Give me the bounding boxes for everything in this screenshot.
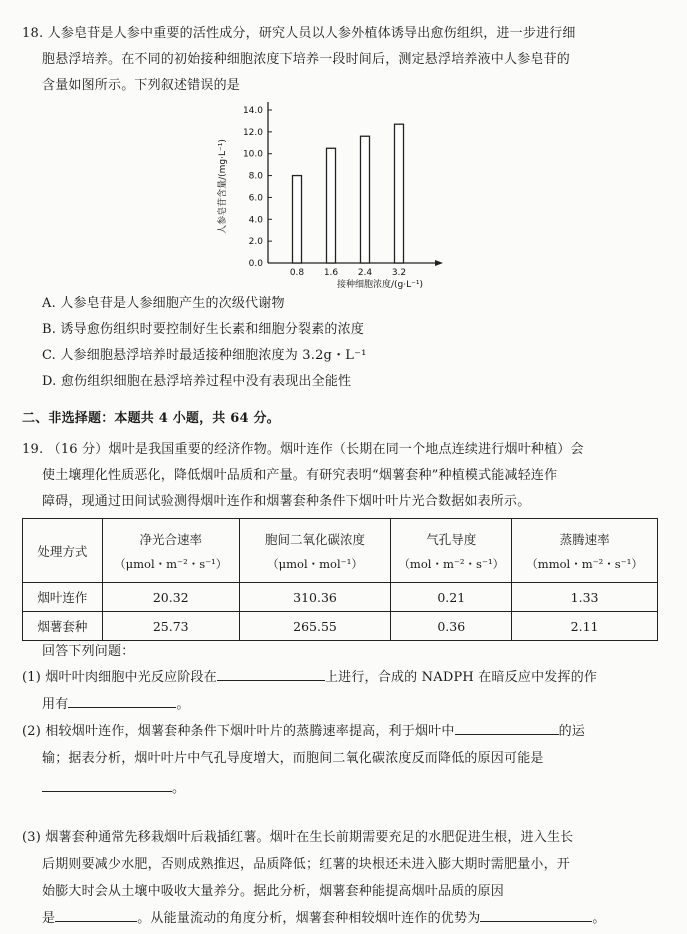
- answer-blank[interactable]: [480, 908, 592, 922]
- q19-part1-line-1: (1) 烟叶叶肉细胞中光反应阶段在 上进行，合成的 NADPH 在暗反应中发挥的作: [22, 666, 597, 685]
- q19-part2-line-3: 。: [42, 777, 185, 796]
- y-tick-label: 0.0: [248, 259, 263, 269]
- table-header-cell: 气孔导度 （mol・m⁻²・s⁻¹）: [391, 519, 512, 583]
- y-tick-label: 6.0: [248, 193, 263, 204]
- x-axis-title: 接种细胞浓度/(g·L⁻¹): [336, 280, 424, 290]
- photosynthesis-table: [22, 518, 658, 641]
- bar: [293, 176, 302, 263]
- q19-number: 19.: [22, 442, 44, 457]
- x-tick-label: 2.4: [357, 268, 373, 278]
- table-cell: 1.33: [512, 583, 658, 612]
- y-tick-label: 14.0: [242, 106, 263, 116]
- y-tick-label: 2.0: [248, 237, 263, 248]
- q19-part3-line-1: (3) 烟薯套种通常先移栽烟叶后栽插红薯。烟叶在生长前期需要充足的水肥促进生根，进入生长: [22, 830, 574, 845]
- bar: [361, 136, 370, 263]
- table-header-cell: 处理方式: [23, 519, 103, 583]
- answer-prompt: 回答下列问题：: [42, 644, 135, 659]
- q19-part3-line-2: 后期则要减少水肥，否则成熟推迟，品质降低；红薯的块根还未进入膨大期时需肥量小，开: [42, 857, 571, 872]
- answer-blank[interactable]: [42, 778, 172, 792]
- y-tick-label: 8.0: [248, 171, 263, 182]
- q18-stem-3: 含量如图所示。下列叙述错误的是: [42, 78, 241, 93]
- q19-part2-line-1: (2) 相较烟叶连作，烟薯套种条件下烟叶叶片的蒸腾速率提高，利于烟叶中 的运: [22, 720, 585, 739]
- answer-blank[interactable]: [55, 908, 137, 922]
- x-tick-label: 3.2: [391, 268, 407, 278]
- table-cell: 烟薯套种: [23, 612, 103, 641]
- table-row: [23, 612, 658, 641]
- table-cell: 20.32: [102, 583, 239, 612]
- table-header-row: [23, 519, 658, 583]
- bar: [327, 148, 336, 263]
- y-tick-label: 12.0: [242, 127, 263, 138]
- table-cell: 25.73: [102, 612, 239, 641]
- table-cell: 0.36: [391, 612, 512, 641]
- bar: [395, 124, 404, 263]
- q19-intro-3: 障碍，现通过田间试验测得烟叶连作和烟薯套种条件下烟叶叶片光合数据如表所示。: [42, 494, 531, 509]
- saponin-bar-chart: [205, 98, 495, 290]
- q18-option-a: A. 人参皂苷是人参细胞产生的次级代谢物: [42, 296, 285, 311]
- table-cell: 烟叶连作: [23, 583, 103, 612]
- q19-part2-line-2: 输；据表分析，烟叶叶片中气孔导度增大，而胞间二氧化碳浓度反而降低的原因可能是: [42, 751, 544, 766]
- table-header-cell: 净光合速率 （μmol・m⁻²・s⁻¹）: [102, 519, 239, 583]
- table-cell: 0.21: [391, 583, 512, 612]
- table-cell: 2.11: [512, 612, 658, 641]
- answer-blank[interactable]: [68, 694, 176, 708]
- q19-part3-line-4: 是 。从能量流动的角度分析，烟薯套种相较烟叶连作的优势为 。: [42, 907, 606, 926]
- q19-intro-2: 使土壤理化性质恶化，降低烟叶品质和产量。有研究表明“烟薯套种”种植模式能减轻连作: [42, 468, 558, 483]
- x-tick-label: 0.8: [289, 268, 305, 278]
- y-axis-title: 人参皂苷含量/(mg·L⁻¹): [218, 139, 228, 234]
- section-heading: 二、非选择题：本题共 4 小题，共 64 分。: [22, 411, 280, 426]
- answer-blank[interactable]: [217, 667, 325, 681]
- q19-part1-line-2: 用有 。: [42, 693, 190, 712]
- x-tick-label: 1.6: [323, 268, 339, 278]
- q19-intro-1: （16 分）烟叶是我国重要的经济作物。烟叶连作（长期在同一个地点连续进行烟叶种植）会: [47, 442, 584, 457]
- table-header-cell: 胞间二氧化碳浓度 （μmol・mol⁻¹）: [239, 519, 391, 583]
- answer-blank[interactable]: [455, 721, 559, 735]
- q18-option-c: C. 人参细胞悬浮培养时最适接种细胞浓度为 3.2g・L⁻¹: [42, 348, 367, 363]
- q18-option-d: D. 愈伤组织细胞在悬浮培养过程中没有表现出全能性: [42, 374, 352, 389]
- q19-line-1: [22, 438, 584, 457]
- table-cell: 265.55: [239, 612, 391, 641]
- q19-part3-line-3: 始膨大时会从土壤中吸收大量养分。据此分析，烟薯套种能提高烟叶品质的原因: [42, 884, 505, 899]
- table-row: [23, 583, 658, 612]
- q18-stem-2: 胞悬浮培养。在不同的初始接种细胞浓度下培养一段时间后，测定悬浮培养液中人参皂苷的: [42, 52, 571, 67]
- table-cell: 310.36: [239, 583, 391, 612]
- table-header-cell: 蒸腾速率 （mmol・m⁻²・s⁻¹）: [512, 519, 658, 583]
- q18-stem-1: 人参皂苷是人参中重要的活性成分，研究人员以人参外植体诱导出愈伤组织，进一步进行细: [47, 26, 576, 41]
- y-tick-label: 10.0: [242, 149, 263, 160]
- q18-number: 18.: [22, 26, 44, 41]
- y-tick-label: 4.0: [248, 215, 263, 226]
- q18-line-1: [22, 22, 576, 41]
- x-axis-arrow: [435, 260, 443, 266]
- q18-option-b: B. 诱导愈伤组织时要控制好生长素和细胞分裂素的浓度: [42, 322, 365, 337]
